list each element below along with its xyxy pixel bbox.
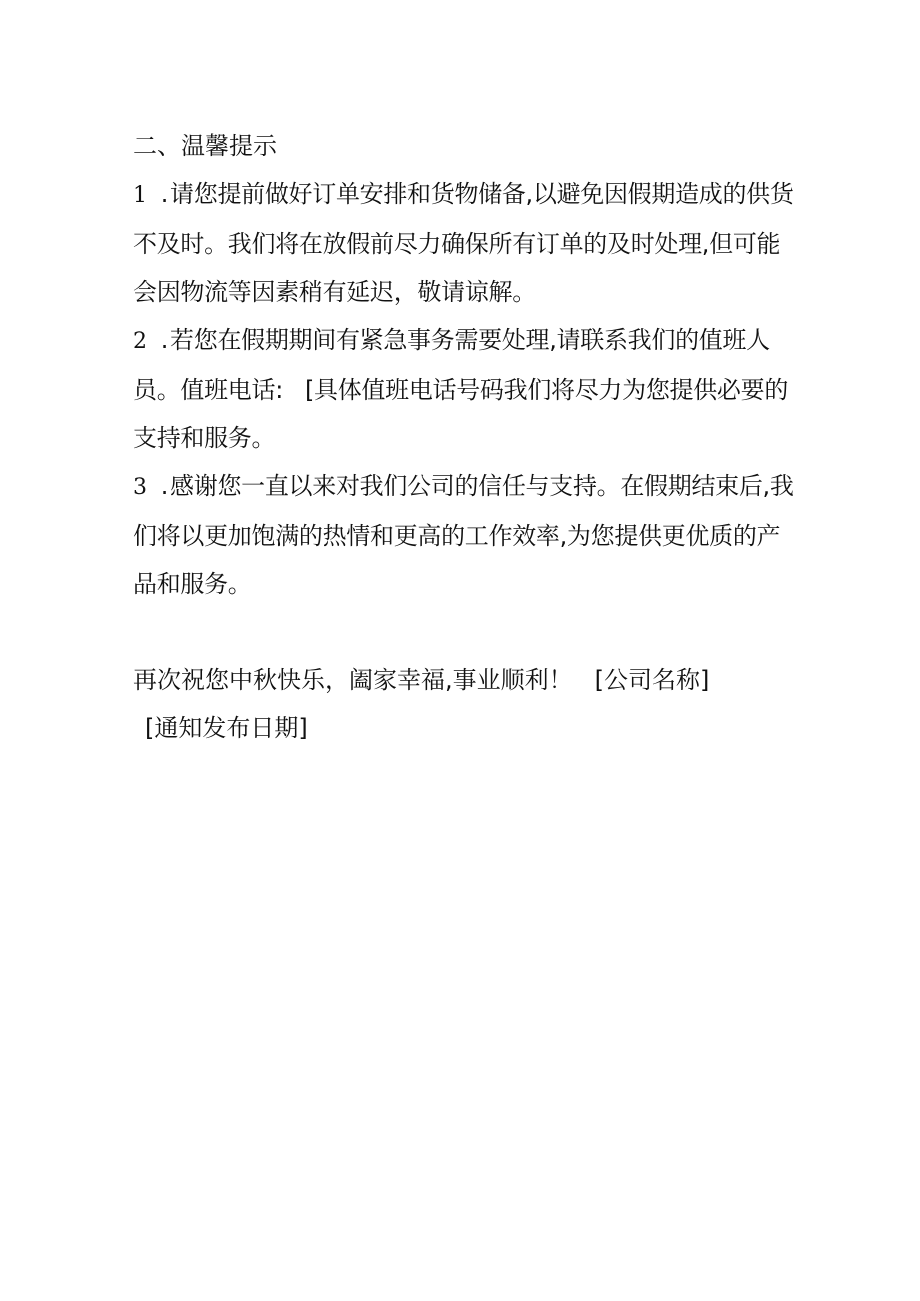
closing-greeting: 再次祝您中秋快乐，阖家幸福,事业顺利！ (133, 666, 573, 694)
tip-item-2 (133, 316, 803, 462)
tip-dot: . (160, 472, 169, 500)
document-page (133, 122, 803, 752)
tip-item-1 (133, 170, 803, 316)
tip-number: 1 (133, 183, 147, 208)
tip-text: 若您在假期期间有紧急事务需要处理,请联系我们的值班人员。值班电话: [具体值班电话号码我们将尽力为您提供必要的支持和服务。 (133, 326, 789, 452)
tip-item-3 (133, 462, 803, 608)
tip-number: 2 (133, 329, 147, 354)
tip-text: 感谢您一直以来对我们公司的信任与支持。在假期结束后,我们将以更加饱满的热情和更高的工作效率,为您提供更优质的产品和服务。 (133, 472, 794, 598)
tip-dot: . (160, 180, 169, 208)
tip-number: 3 (133, 475, 147, 500)
section-heading: 二、温馨提示 (133, 132, 277, 160)
tip-text: 请您提前做好订单安排和货物储备,以避免因假期造成的供货不及时。我们将在放假前尽力确保所有订单的及时处理,但可能会因物流等因素稍有延迟，敬请谅解。 (133, 180, 794, 306)
notice-date: [通知发布日期] (145, 714, 308, 742)
tip-dot: . (160, 326, 169, 354)
company-name: [公司名称] (594, 666, 710, 694)
closing-line (133, 656, 803, 704)
